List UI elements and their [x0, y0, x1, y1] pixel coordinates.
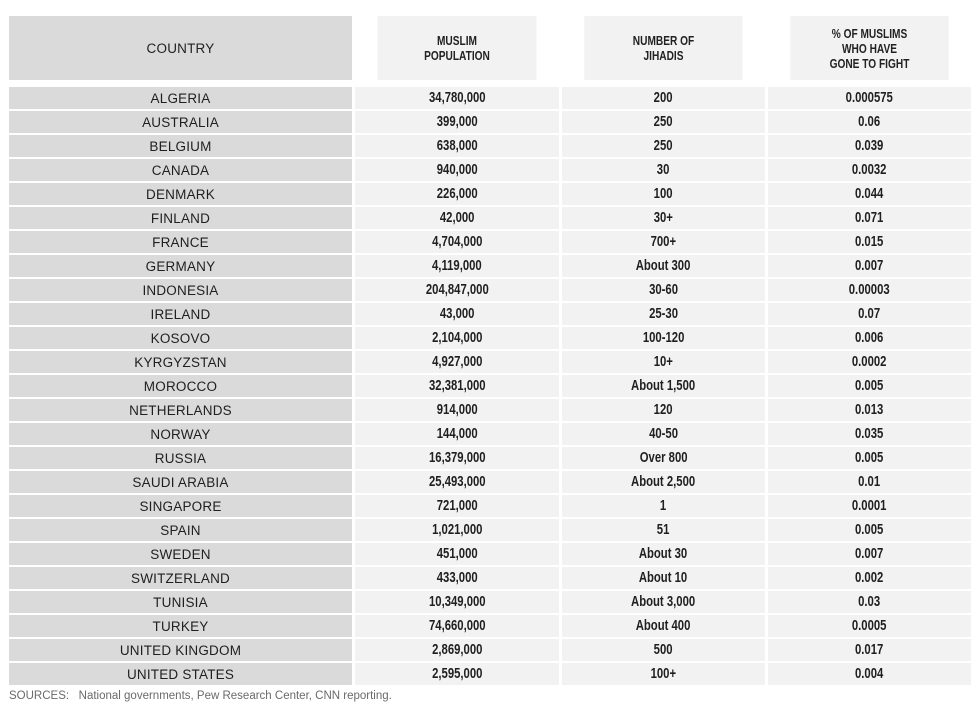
cell-percent — [768, 519, 971, 541]
cell-percent-value: 0.06 — [858, 114, 881, 130]
cell-country: INDONESIA — [9, 279, 352, 301]
cell-percent — [768, 495, 971, 517]
cell-number-of-jihadis-value: 40-50 — [649, 426, 678, 442]
cell-muslim-population — [355, 567, 559, 589]
cell-country: SPAIN — [9, 519, 352, 541]
cell-number-of-jihadis — [562, 519, 765, 541]
cell-muslim-population-value: 25,493,000 — [428, 474, 486, 490]
cell-muslim-population — [355, 447, 559, 469]
cell-percent — [768, 159, 971, 181]
cell-percent — [768, 639, 971, 661]
cell-muslim-population — [355, 375, 559, 397]
cell-number-of-jihadis-value: 30+ — [653, 210, 674, 226]
cell-percent-value: 0.015 — [855, 234, 884, 250]
cell-percent-value: 0.00003 — [849, 282, 890, 298]
cell-number-of-jihadis — [562, 615, 765, 637]
cell-country: BELGIUM — [9, 135, 352, 157]
cell-muslim-population-value: 399,000 — [436, 114, 478, 130]
cell-percent-value: 0.07 — [858, 306, 881, 322]
cell-percent-value: 0.0002 — [852, 354, 887, 370]
cell-muslim-population-value: 43,000 — [439, 306, 475, 322]
cell-number-of-jihadis — [562, 399, 765, 421]
cell-number-of-jihadis-value: 30-60 — [649, 282, 678, 298]
cell-muslim-population-value: 4,704,000 — [431, 234, 483, 250]
cell-muslim-population — [355, 87, 559, 109]
cell-country: SAUDI ARABIA — [9, 471, 352, 493]
cell-muslim-population-value: 34,780,000 — [428, 90, 486, 106]
cell-country: FINLAND — [9, 207, 352, 229]
cell-country: UNITED STATES — [9, 663, 352, 685]
cell-muslim-population-value: 204,847,000 — [425, 282, 489, 298]
header-number-of-jihadis-label: NUMBER OF JIHADIS — [632, 33, 695, 63]
cell-muslim-population-value: 1,021,000 — [431, 522, 483, 538]
cell-percent-value: 0.0001 — [852, 498, 887, 514]
cell-country: SINGAPORE — [9, 495, 352, 517]
cell-number-of-jihadis-value: About 1,500 — [631, 378, 696, 394]
cell-muslim-population-value: 32,381,000 — [428, 378, 486, 394]
cell-country: SWITZERLAND — [9, 567, 352, 589]
cell-muslim-population-value: 4,927,000 — [431, 354, 483, 370]
cell-percent-value: 0.039 — [855, 138, 884, 154]
cell-country: GERMANY — [9, 255, 352, 277]
header-country-label: COUNTRY — [146, 40, 215, 56]
cell-muslim-population — [355, 399, 559, 421]
cell-muslim-population — [355, 111, 559, 133]
cell-number-of-jihadis — [562, 567, 765, 589]
cell-percent — [768, 543, 971, 565]
cell-muslim-population — [355, 351, 559, 373]
cell-country: UNITED KINGDOM — [9, 639, 352, 661]
cell-number-of-jihadis — [562, 663, 765, 685]
cell-muslim-population-value: 2,869,000 — [431, 642, 483, 658]
header-spacer — [9, 80, 971, 87]
cell-muslim-population — [355, 255, 559, 277]
cell-percent — [768, 591, 971, 613]
cell-number-of-jihadis — [562, 183, 765, 205]
cell-number-of-jihadis-value: About 3,000 — [631, 594, 696, 610]
cell-number-of-jihadis-value: 100 — [654, 186, 673, 202]
cell-country: NETHERLANDS — [9, 399, 352, 421]
cell-number-of-jihadis — [562, 591, 765, 613]
cell-percent-value: 0.006 — [855, 330, 884, 346]
cell-muslim-population-value: 451,000 — [436, 546, 478, 562]
cell-country: KOSOVO — [9, 327, 352, 349]
cell-percent-value: 0.007 — [855, 546, 884, 562]
cell-muslim-population-value: 74,660,000 — [428, 618, 486, 634]
cell-muslim-population-value: 433,000 — [436, 570, 478, 586]
cell-muslim-population-value: 2,595,000 — [431, 666, 483, 682]
cell-number-of-jihadis-value: Over 800 — [639, 450, 688, 466]
cell-percent-value: 0.005 — [855, 378, 884, 394]
cell-country: DENMARK — [9, 183, 352, 205]
data-table — [9, 16, 971, 687]
cell-number-of-jihadis — [562, 447, 765, 469]
cell-number-of-jihadis — [562, 543, 765, 565]
cell-number-of-jihadis — [562, 87, 765, 109]
cell-percent — [768, 663, 971, 685]
cell-percent-value: 0.000575 — [845, 90, 894, 106]
cell-number-of-jihadis — [562, 351, 765, 373]
cell-percent — [768, 351, 971, 373]
cell-number-of-jihadis-value: 1 — [660, 498, 667, 514]
cell-number-of-jihadis-value: 200 — [654, 90, 673, 106]
cell-muslim-population — [355, 591, 559, 613]
cell-muslim-population — [355, 231, 559, 253]
cell-country: TURKEY — [9, 615, 352, 637]
cell-percent — [768, 423, 971, 445]
cell-percent-value: 0.01 — [858, 474, 881, 490]
cell-percent — [768, 327, 971, 349]
cell-muslim-population — [355, 303, 559, 325]
cell-muslim-population-value: 16,379,000 — [428, 450, 486, 466]
cell-muslim-population — [355, 183, 559, 205]
cell-percent — [768, 255, 971, 277]
cell-country: MOROCCO — [9, 375, 352, 397]
header-muslim-population — [377, 16, 536, 80]
cell-number-of-jihadis-value: About 400 — [636, 618, 691, 634]
cell-muslim-population-value: 638,000 — [436, 138, 478, 154]
cell-percent-value: 0.035 — [855, 426, 884, 442]
cell-number-of-jihadis — [562, 375, 765, 397]
cell-number-of-jihadis — [562, 495, 765, 517]
header-muslim-population-label: MUSLIM POPULATION — [424, 33, 490, 63]
cell-percent-value: 0.005 — [855, 450, 884, 466]
cell-muslim-population-value: 226,000 — [436, 186, 478, 202]
cell-number-of-jihadis — [562, 135, 765, 157]
cell-muslim-population — [355, 279, 559, 301]
cell-percent-value: 0.005 — [855, 522, 884, 538]
cell-percent — [768, 447, 971, 469]
cell-number-of-jihadis-value: 250 — [654, 114, 673, 130]
cell-percent — [768, 303, 971, 325]
cell-number-of-jihadis — [562, 303, 765, 325]
cell-percent-value: 0.044 — [855, 186, 884, 202]
cell-muslim-population — [355, 543, 559, 565]
cell-muslim-population — [355, 423, 559, 445]
cell-percent — [768, 87, 971, 109]
cell-muslim-population-value: 4,119,000 — [432, 258, 482, 274]
cell-number-of-jihadis — [562, 159, 765, 181]
cell-muslim-population — [355, 639, 559, 661]
cell-percent-value: 0.004 — [855, 666, 884, 682]
sources-note: SOURCES: National governments, Pew Research Center, CNN reporting. — [9, 690, 392, 702]
cell-country: CANADA — [9, 159, 352, 181]
cell-percent-value: 0.007 — [855, 258, 884, 274]
cell-percent — [768, 615, 971, 637]
cell-muslim-population-value: 42,000 — [439, 210, 475, 226]
cell-percent-value: 0.071 — [855, 210, 884, 226]
cell-muslim-population-value: 721,000 — [436, 498, 478, 514]
cell-muslim-population — [355, 159, 559, 181]
cell-number-of-jihadis — [562, 231, 765, 253]
cell-muslim-population-value: 940,000 — [436, 162, 478, 178]
cell-number-of-jihadis-value: 100+ — [650, 666, 677, 682]
cell-percent-value: 0.0032 — [852, 162, 887, 178]
cell-muslim-population-value: 10,349,000 — [428, 594, 486, 610]
cell-muslim-population — [355, 663, 559, 685]
cell-muslim-population — [355, 135, 559, 157]
cell-muslim-population-value: 144,000 — [436, 426, 478, 442]
cell-country: FRANCE — [9, 231, 352, 253]
cell-number-of-jihadis — [562, 279, 765, 301]
cell-country: SWEDEN — [9, 543, 352, 565]
header-percent-gone-to-fight-label: % OF MUSLIMS WHO HAVE GONE TO FIGHT — [829, 25, 910, 71]
cell-percent-value: 0.002 — [855, 570, 884, 586]
cell-country: ALGERIA — [9, 87, 352, 109]
cell-percent — [768, 111, 971, 133]
header-country — [9, 16, 352, 80]
cell-number-of-jihadis-value: 25-30 — [649, 306, 678, 322]
cell-percent-value: 0.0005 — [852, 618, 887, 634]
cell-number-of-jihadis — [562, 471, 765, 493]
cell-percent — [768, 183, 971, 205]
cell-number-of-jihadis-value: 30 — [657, 162, 670, 178]
cell-number-of-jihadis-value: About 2,500 — [631, 474, 696, 490]
cell-number-of-jihadis-value: 250 — [654, 138, 673, 154]
cell-muslim-population — [355, 327, 559, 349]
cell-percent — [768, 471, 971, 493]
cell-percent-value: 0.017 — [855, 642, 884, 658]
cell-number-of-jihadis-value: 51 — [657, 522, 670, 538]
cell-number-of-jihadis — [562, 423, 765, 445]
cell-muslim-population-value: 2,104,000 — [431, 330, 483, 346]
cell-number-of-jihadis-value: 500 — [654, 642, 673, 658]
cell-number-of-jihadis-value: 100-120 — [642, 330, 685, 346]
cell-number-of-jihadis-value: 120 — [654, 402, 673, 418]
cell-number-of-jihadis — [562, 111, 765, 133]
cell-number-of-jihadis — [562, 327, 765, 349]
header-number-of-jihadis — [584, 16, 742, 80]
cell-percent — [768, 135, 971, 157]
cell-percent — [768, 567, 971, 589]
cell-percent — [768, 231, 971, 253]
cell-number-of-jihadis-value: About 10 — [639, 570, 688, 586]
cell-number-of-jihadis-value: About 30 — [639, 546, 688, 562]
cell-country: TUNISIA — [9, 591, 352, 613]
cell-muslim-population-value: 914,000 — [436, 402, 478, 418]
cell-percent — [768, 279, 971, 301]
cell-country: KYRGYZSTAN — [9, 351, 352, 373]
cell-country: NORWAY — [9, 423, 352, 445]
cell-country: IRELAND — [9, 303, 352, 325]
cell-muslim-population — [355, 471, 559, 493]
cell-percent — [768, 399, 971, 421]
cell-muslim-population — [355, 207, 559, 229]
header-percent-gone-to-fight — [790, 16, 948, 80]
cell-percent — [768, 207, 971, 229]
cell-number-of-jihadis — [562, 207, 765, 229]
cell-country: RUSSIA — [9, 447, 352, 469]
cell-number-of-jihadis-value: About 300 — [636, 258, 691, 274]
cell-percent-value: 0.013 — [855, 402, 884, 418]
cell-muslim-population — [355, 519, 559, 541]
cell-country: AUSTRALIA — [9, 111, 352, 133]
cell-number-of-jihadis-value: 700+ — [650, 234, 677, 250]
cell-muslim-population — [355, 615, 559, 637]
cell-percent-value: 0.03 — [858, 594, 881, 610]
cell-number-of-jihadis — [562, 639, 765, 661]
cell-number-of-jihadis — [562, 255, 765, 277]
cell-percent — [768, 375, 971, 397]
cell-muslim-population — [355, 495, 559, 517]
cell-number-of-jihadis-value: 10+ — [653, 354, 674, 370]
